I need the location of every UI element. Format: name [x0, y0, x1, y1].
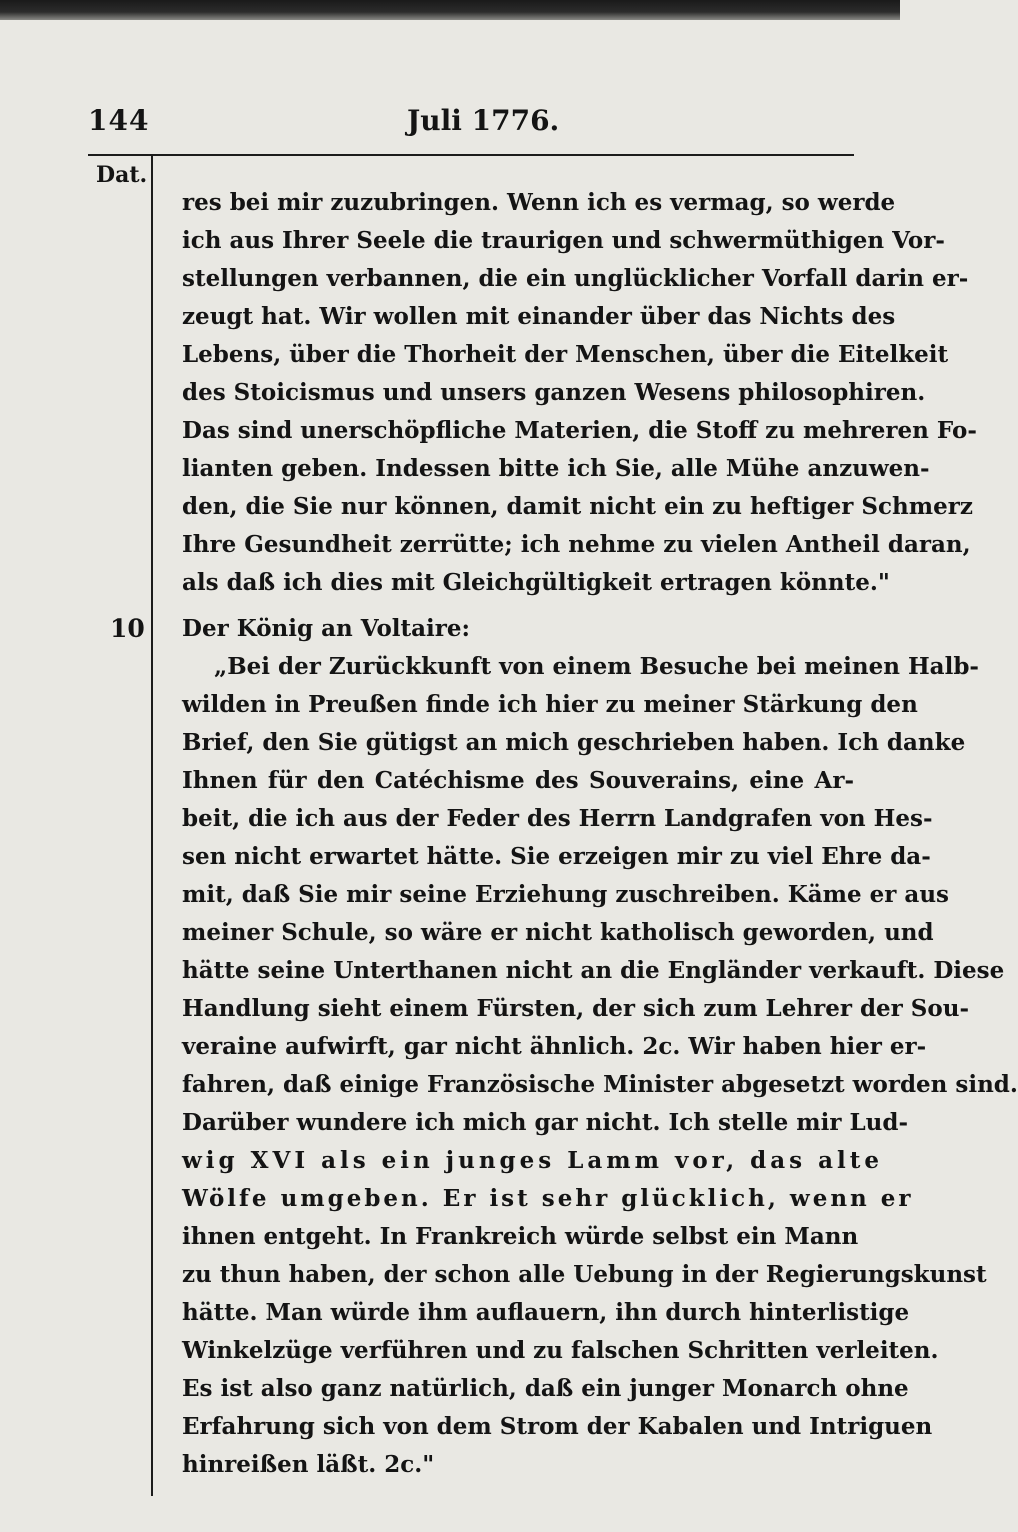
text-line-spaced: wig XVI als ein junges Lamm vor, das alte [182, 1147, 883, 1174]
text-line: zeugt hat. Wir wollen mit einander über das Nichts des [182, 303, 896, 330]
text-line: Ihnen für den Catéchisme des Souverains, eine Ar- [182, 767, 854, 794]
text-line: wilden in Preußen finde ich hier zu meiner Stärkung den [182, 691, 918, 718]
margin-column-rule [151, 156, 153, 1496]
text-line: res bei mir zuzubringen. Wenn ich es vermag, so werde [182, 189, 896, 216]
text-line: Darüber wundere ich mich gar nicht. Ich stelle mir Lud- [182, 1109, 908, 1136]
text-line: mit, daß Sie mir seine Erziehung zuschreiben. Käme er aus [182, 881, 949, 908]
text-line: Brief, den Sie gütigst an mich geschrieben haben. Ich danke [182, 729, 966, 756]
text-line: lianten geben. Indessen bitte ich Sie, alle Mühe anzuwen- [182, 455, 930, 482]
text-line: Es ist also ganz natürlich, daß ein junger Monarch ohne [182, 1375, 909, 1402]
text-line: als daß ich dies mit Gleichgültigkeit ertragen könnte." [182, 569, 890, 596]
text-line: Handlung sieht einem Fürsten, der sich zum Lehrer der Sou- [182, 995, 970, 1022]
text-line: „Bei der Zurückkunft von einem Besuche bei meinen Halb- [214, 653, 979, 680]
text-line: Erfahrung sich von dem Strom der Kabalen und Intriguen [182, 1413, 933, 1440]
running-head: Juli 1776. [407, 104, 560, 137]
text-line: des Stoicismus und unsers ganzen Wesens philosophiren. [182, 379, 926, 406]
text-line: hinreißen läßt. 2c." [182, 1451, 435, 1478]
text-line: Ihre Gesundheit zerrütte; ich nehme zu vielen Antheil daran, [182, 531, 971, 558]
text-line: zu thun haben, der schon alle Uebung in der Regierungskunst [182, 1261, 987, 1288]
text-line: hätte. Man würde ihm auflauern, ihn durch hinterlistige [182, 1299, 910, 1326]
text-line: veraine aufwirft, gar nicht ähnlich. 2c. Wir haben hier er- [182, 1033, 927, 1060]
text-line: Das sind unerschöpfliche Materien, die Stoff zu mehreren Fo- [182, 417, 977, 444]
text-line: ihnen entgeht. In Frankreich würde selbst ein Mann [182, 1223, 859, 1250]
letter-heading: Der König an Voltaire: [182, 615, 471, 642]
text-line: sen nicht erwartet hätte. Sie erzeigen mir zu viel Ehre da- [182, 843, 931, 870]
text-line: fahren, daß einige Französische Minister abgesetzt worden sind. [182, 1071, 1018, 1098]
page-number: 144 [88, 104, 150, 137]
text-line: den, die Sie nur können, damit nicht ein zu heftiger Schmerz [182, 493, 973, 520]
date-column-label: Dat. [96, 162, 148, 188]
margin-entry-date: 10 [110, 614, 145, 643]
text-line: stellungen verbannen, die ein unglücklicher Vorfall darin er- [182, 265, 969, 292]
text-line-spaced: Wölfe umgeben. Er ist sehr glücklich, wenn er [182, 1185, 914, 1212]
header-rule [88, 154, 854, 156]
text-line: beit, die ich aus der Feder des Herrn Landgrafen von Hes- [182, 805, 933, 832]
text-line: hätte seine Unterthanen nicht an die Engländer verkauft. Diese [182, 957, 1005, 984]
page-top-edge [0, 0, 900, 20]
text-line: ich aus Ihrer Seele die traurigen und schwermüthigen Vor- [182, 227, 945, 254]
text-line: Lebens, über die Thorheit der Menschen, über die Eitelkeit [182, 341, 949, 368]
text-line: meiner Schule, so wäre er nicht katholisch geworden, und [182, 919, 934, 946]
text-line: Winkelzüge verführen und zu falschen Schritten verleiten. [182, 1337, 939, 1364]
